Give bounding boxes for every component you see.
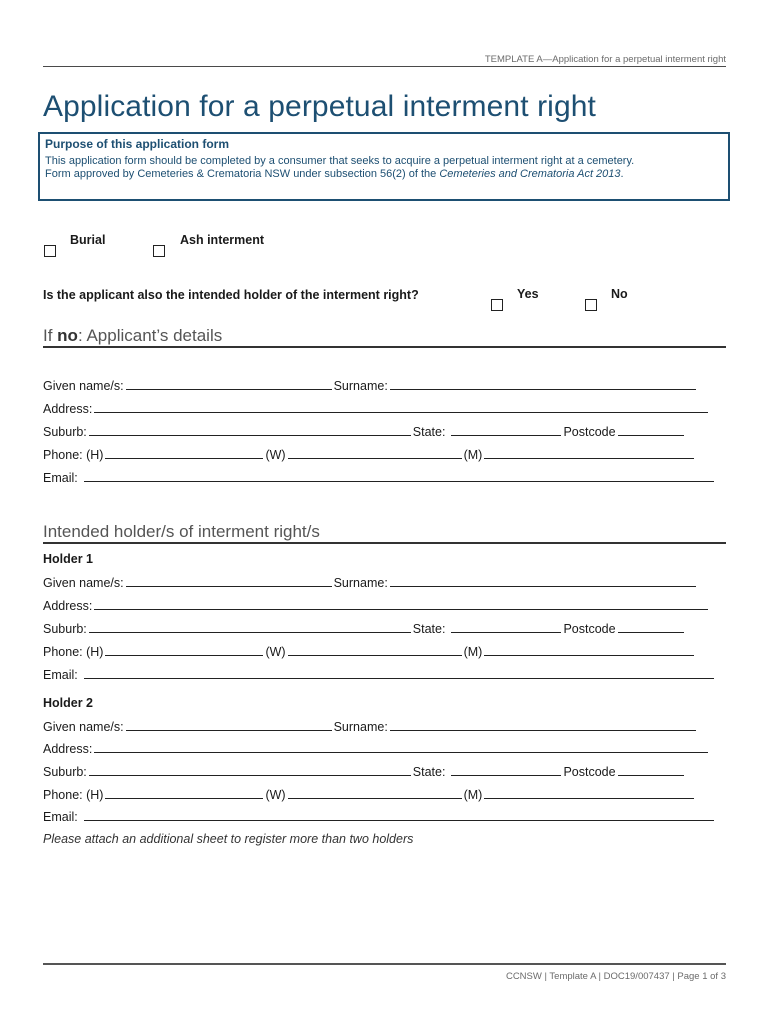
postcode-label: Postcode <box>563 765 616 779</box>
phone-work-label: (W) <box>265 645 286 659</box>
state-label: State: <box>412 425 446 439</box>
act-name: Cemeteries and Crematoria Act 2013 <box>439 168 621 180</box>
ash-interment-checkbox[interactable] <box>153 245 165 257</box>
holder1-suburb-row <box>43 621 686 636</box>
applicant-name-row <box>43 378 698 393</box>
applicant-phone-row <box>43 447 696 462</box>
header-divider <box>43 66 726 67</box>
holder2-phone-work-field[interactable] <box>288 787 462 799</box>
holder1-address-field[interactable] <box>94 598 708 610</box>
holder2-given-name-field[interactable] <box>126 719 332 731</box>
holder2-postcode-field[interactable] <box>618 764 684 776</box>
applicant-phone-mobile-field[interactable] <box>484 447 694 459</box>
holder2-email-field[interactable] <box>84 809 714 821</box>
phone-mobile-label: (M) <box>463 645 483 659</box>
given-name-label: Given name/s: <box>43 379 124 393</box>
state-label: State: <box>412 765 446 779</box>
applicant-title-suffix: : Applicant’s details <box>77 326 223 345</box>
holder1-phone-work-field[interactable] <box>288 644 462 656</box>
given-name-label: Given name/s: <box>43 720 124 734</box>
holder1-suburb-field[interactable] <box>89 621 411 633</box>
phone-mobile-label: (M) <box>463 448 483 462</box>
holder2-name-row <box>43 719 698 734</box>
holder-question: Is the applicant also the intended holder of the interment right? <box>43 288 419 302</box>
email-label: Email: <box>43 810 78 824</box>
holder1-given-name-field[interactable] <box>126 575 332 587</box>
applicant-section-divider <box>43 346 726 348</box>
holder1-postcode-field[interactable] <box>618 621 684 633</box>
purpose-text-2 <box>45 168 723 181</box>
header-template-label: TEMPLATE A—Application for a perpetual interment right <box>484 54 726 65</box>
holder-2-heading: Holder 2 <box>43 696 94 710</box>
burial-checkbox[interactable] <box>44 245 56 257</box>
phone-work-label: (W) <box>265 448 286 462</box>
yes-checkbox[interactable] <box>491 299 503 311</box>
applicant-address-row <box>43 401 710 416</box>
no-checkbox[interactable] <box>585 299 597 311</box>
holder1-surname-field[interactable] <box>390 575 696 587</box>
holder1-phone-home-field[interactable] <box>105 644 263 656</box>
holder2-suburb-field[interactable] <box>89 764 411 776</box>
applicant-title-prefix: If <box>43 326 58 345</box>
suburb-label: Suburb: <box>43 765 87 779</box>
applicant-suburb-field[interactable] <box>89 424 411 436</box>
yes-label: Yes <box>517 287 539 301</box>
holder1-email-field[interactable] <box>84 667 714 679</box>
email-label: Email: <box>43 668 78 682</box>
applicant-given-name-field[interactable] <box>126 378 332 390</box>
holder1-phone-mobile-field[interactable] <box>484 644 694 656</box>
holder2-phone-mobile-field[interactable] <box>484 787 694 799</box>
holder2-email-row <box>43 809 716 824</box>
phone-home-label: Phone: (H) <box>43 788 104 802</box>
applicant-state-field[interactable] <box>451 424 561 436</box>
holders-section-title: Intended holder/s of interment right/s <box>43 522 320 541</box>
applicant-email-field[interactable] <box>84 470 714 482</box>
applicant-phone-work-field[interactable] <box>288 447 462 459</box>
surname-label: Surname: <box>333 576 388 590</box>
holder2-state-field[interactable] <box>451 764 561 776</box>
holder-1-heading: Holder 1 <box>43 552 94 566</box>
address-label: Address: <box>43 599 93 613</box>
purpose-box <box>38 132 730 201</box>
address-label: Address: <box>43 402 93 416</box>
phone-work-label: (W) <box>265 788 286 802</box>
applicant-section-title <box>43 326 222 346</box>
footer-divider <box>43 963 726 965</box>
holder1-address-row <box>43 598 710 613</box>
applicant-surname-field[interactable] <box>390 378 696 390</box>
purpose-text-1: This application form should be completed by a consumer that seeks to acquire a perpetual interment right at a cemetery. <box>45 155 635 167</box>
burial-label: Burial <box>70 233 106 247</box>
applicant-email-row <box>43 470 716 485</box>
purpose-text-2-suffix: . <box>620 168 624 180</box>
phone-home-label: Phone: (H) <box>43 645 104 659</box>
ash-interment-label: Ash interment <box>180 233 265 247</box>
applicant-address-field[interactable] <box>94 401 708 413</box>
email-label: Email: <box>43 471 78 485</box>
holder2-suburb-row <box>43 764 686 779</box>
additional-sheet-note: Please attach an additional sheet to register more than two holders <box>43 832 414 846</box>
no-label: No <box>611 287 628 301</box>
holder2-surname-field[interactable] <box>390 719 696 731</box>
purpose-text-2-prefix: Form approved by Cemeteries & Crematoria NSW under subsection 56(2) of the <box>45 168 440 180</box>
postcode-label: Postcode <box>563 425 616 439</box>
phone-mobile-label: (M) <box>463 788 483 802</box>
suburb-label: Suburb: <box>43 622 87 636</box>
surname-label: Surname: <box>333 379 388 393</box>
applicant-title-bold: no <box>57 326 78 345</box>
footer-text: CCNSW | Template A | DOC19/007437 | Page 1 of 3 <box>505 971 726 982</box>
holder2-phone-home-field[interactable] <box>105 787 263 799</box>
state-label: State: <box>412 622 446 636</box>
holder2-phone-row <box>43 787 696 802</box>
surname-label: Surname: <box>333 720 388 734</box>
holders-section-divider <box>43 542 726 544</box>
purpose-heading: Purpose of this application form <box>45 137 230 151</box>
address-label: Address: <box>43 742 93 756</box>
postcode-label: Postcode <box>563 622 616 636</box>
holder1-state-field[interactable] <box>451 621 561 633</box>
applicant-suburb-row <box>43 424 686 439</box>
holder1-email-row <box>43 667 716 682</box>
holder1-phone-row <box>43 644 696 659</box>
suburb-label: Suburb: <box>43 425 87 439</box>
applicant-postcode-field[interactable] <box>618 424 684 436</box>
applicant-phone-home-field[interactable] <box>105 447 263 459</box>
holder1-name-row <box>43 575 698 590</box>
page-title: Application for a perpetual interment right <box>43 90 596 123</box>
holder2-address-row <box>43 741 710 756</box>
phone-home-label: Phone: (H) <box>43 448 104 462</box>
holder2-address-field[interactable] <box>94 741 708 753</box>
given-name-label: Given name/s: <box>43 576 124 590</box>
